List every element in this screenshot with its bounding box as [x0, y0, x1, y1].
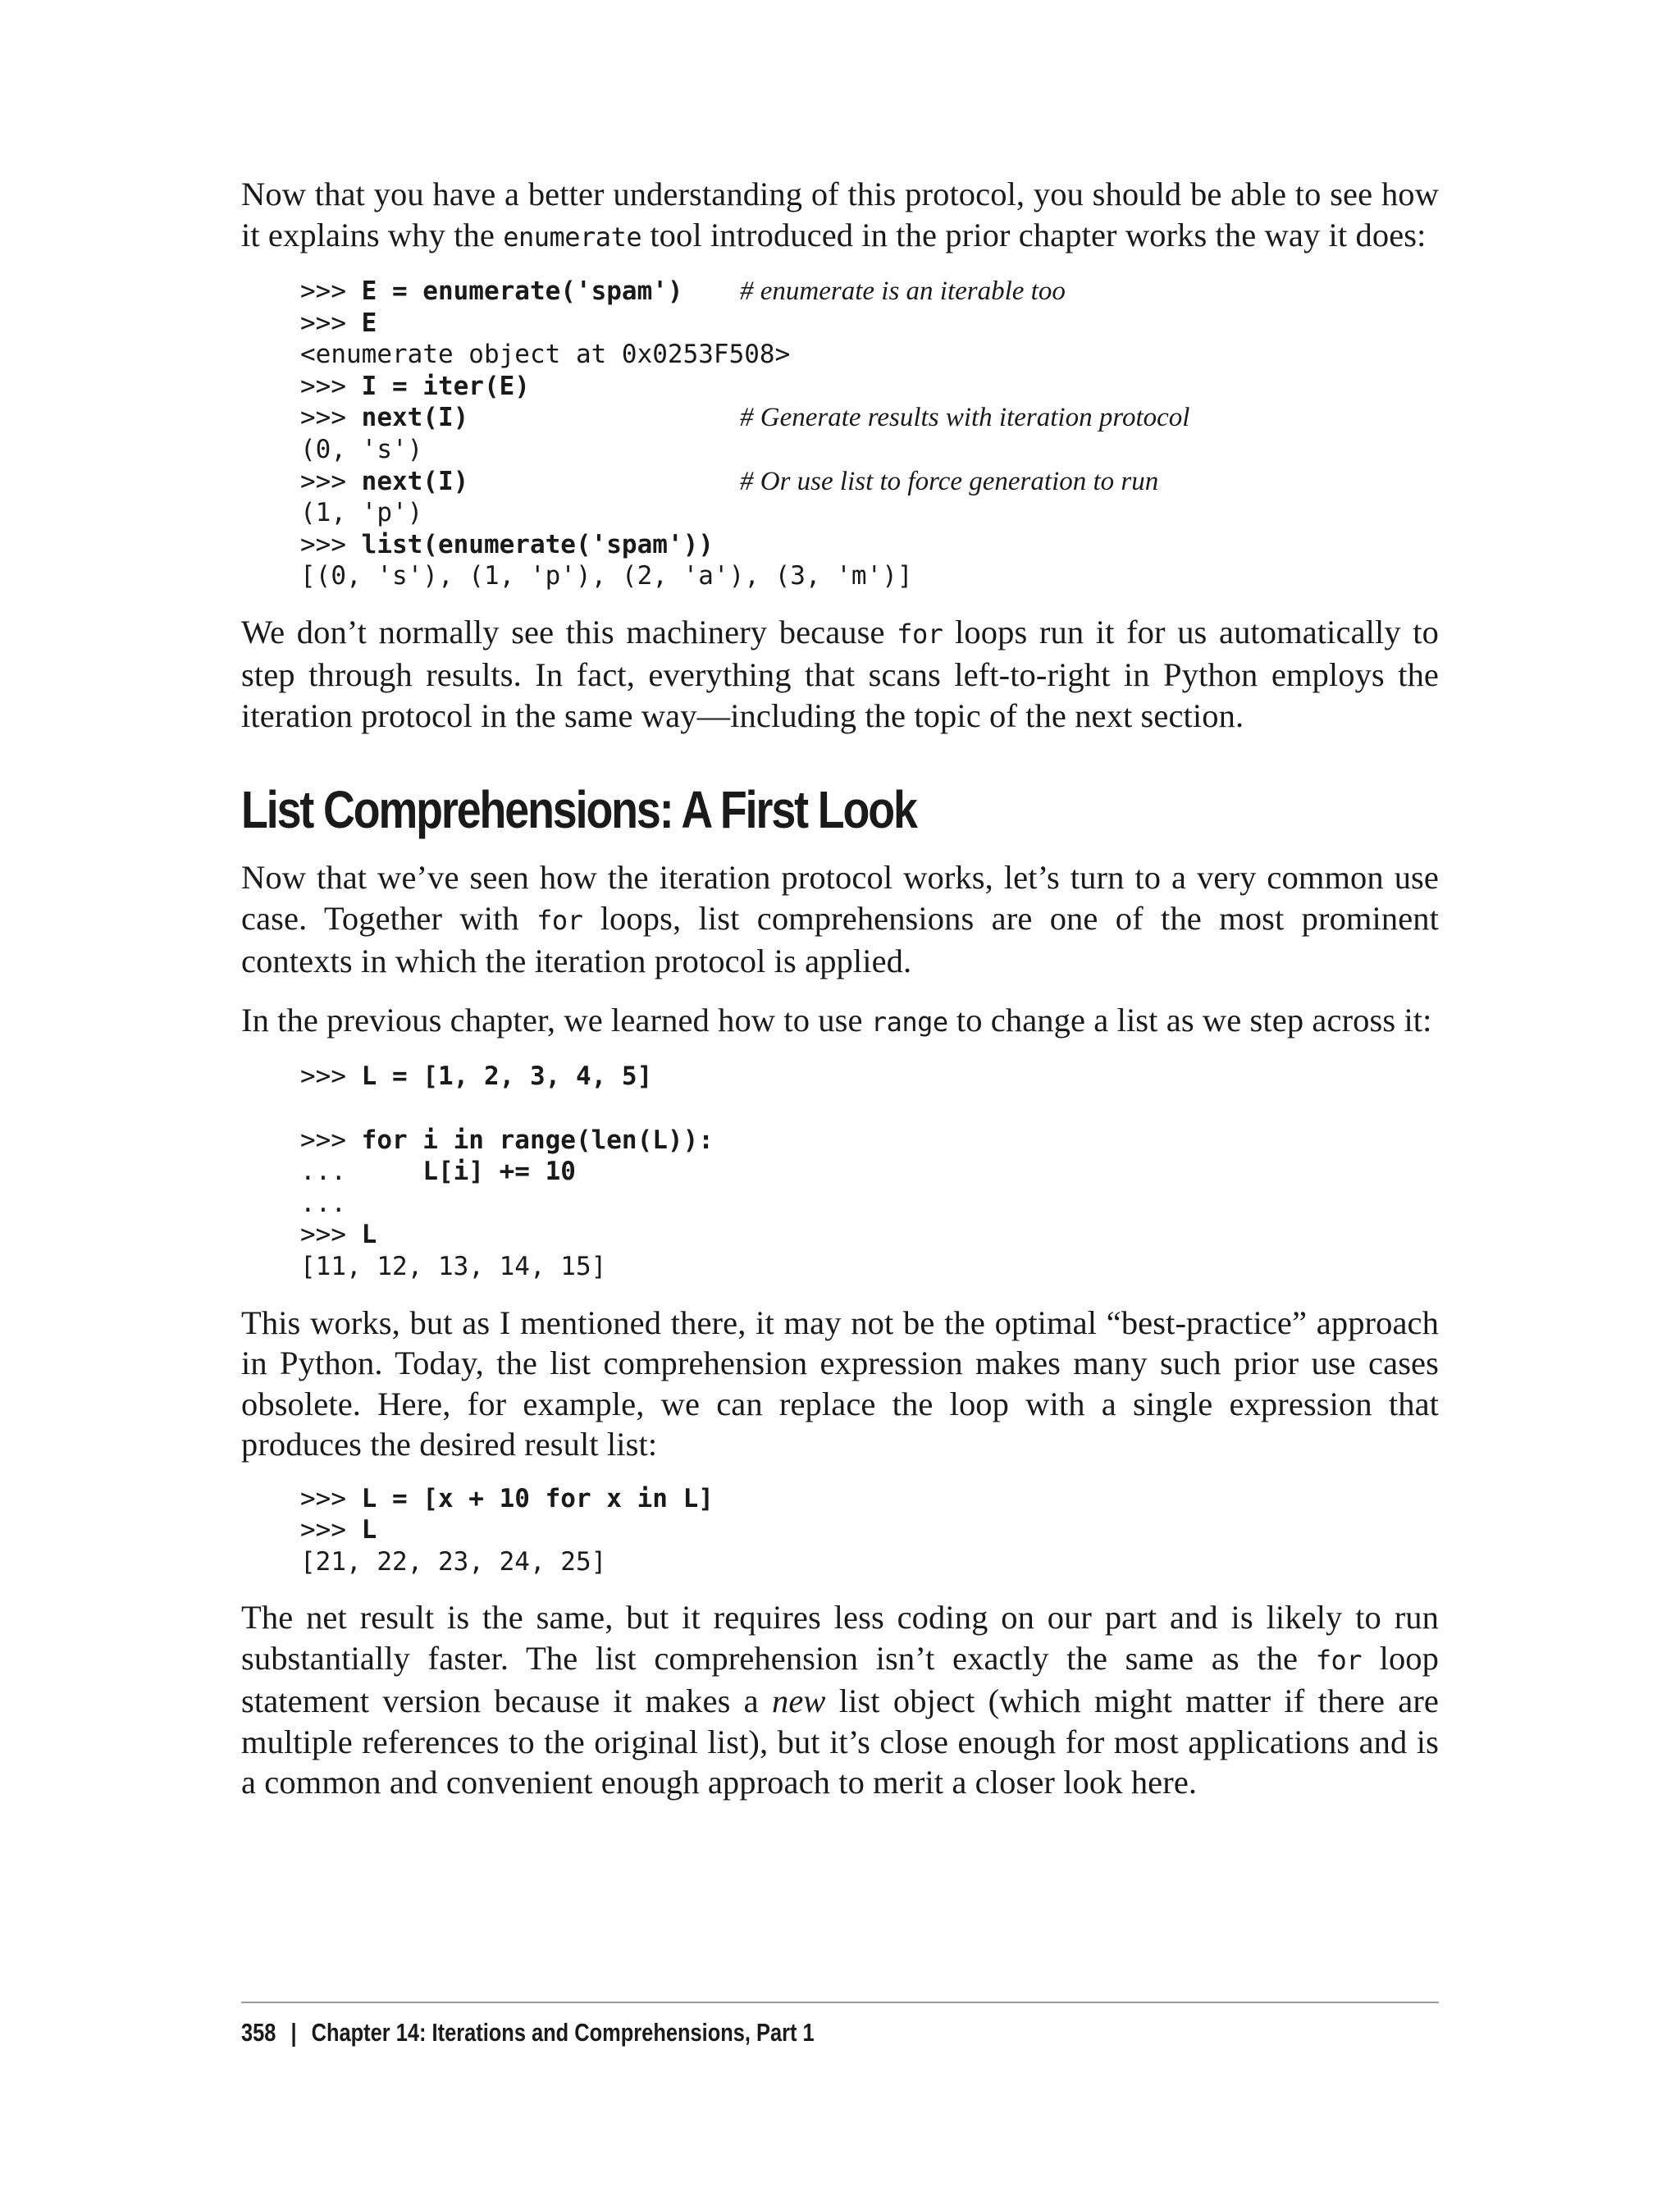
code-prompt: >>>: [300, 1220, 362, 1250]
paragraph-net-result: [241, 1597, 1439, 1803]
code-line: [300, 402, 1439, 434]
paragraph-text: Now that we’ve seen how the iteration protocol works, let’s turn to a very common use case. Together with: [241, 859, 1439, 937]
code-prompt: >>>: [300, 1125, 362, 1155]
code-line: [300, 1251, 1439, 1283]
paragraph-text: In the previous chapter, we learned how to use: [241, 1001, 871, 1039]
inline-code-range: range: [870, 1006, 948, 1038]
paragraph-text: loops, list comprehensions are one of the most prominent contexts in which the iteration protocol is applied.: [241, 899, 1439, 980]
code-prompt: >>>: [300, 1515, 362, 1545]
code-line: [300, 1219, 1439, 1251]
code-prompt: >>>: [300, 276, 362, 306]
paragraph-text: list object (which might matter if there are multiple references to the original list), but it’s close enough for most applications and is a common and convenient enough approach to merit a closer look here.: [241, 1682, 1439, 1801]
section-heading: List Comprehensions: A First Look: [241, 780, 916, 840]
paragraph-comprehension-intro: [241, 857, 1439, 982]
code-line: [300, 1061, 1439, 1093]
code-line: [300, 1483, 1439, 1515]
code-command: L: [361, 1220, 377, 1250]
code-prompt: >>>: [300, 466, 362, 496]
paragraph-best-practice: [241, 1303, 1439, 1465]
paragraph-text: The net result is the same, but it requires less coding on our part and is likely to run substantially faster. The list comprehension isn’t exactly the same as the: [241, 1599, 1439, 1677]
code-line: [300, 1514, 1439, 1546]
code-line: [300, 560, 1439, 592]
code-prompt: >>>: [300, 1483, 362, 1513]
page-footer: [241, 2016, 815, 2049]
code-block-range-loop: [300, 1061, 1439, 1282]
code-output: (0, 's'): [300, 434, 423, 464]
code-command: L = [1, 2, 3, 4, 5]: [361, 1061, 653, 1092]
code-block-enumerate: [300, 276, 1439, 592]
code-output: (1, 'p'): [300, 498, 423, 528]
footer-divider: [241, 2002, 1439, 2003]
code-command: I = iter(E): [361, 371, 530, 401]
code-command: next(I): [361, 403, 469, 433]
code-prompt: >>>: [300, 1061, 362, 1092]
code-prompt: >>>: [300, 371, 362, 401]
code-prompt: >>>: [300, 529, 362, 559]
code-command: next(I): [361, 466, 469, 496]
code-command: E = enumerate('spam'): [361, 276, 683, 306]
code-prompt: >>>: [300, 308, 362, 338]
code-command: for i in range(len(L)):: [361, 1125, 714, 1155]
inline-code-enumerate: enumerate: [503, 221, 642, 253]
code-output: [21, 22, 23, 24, 25]: [300, 1546, 607, 1577]
inline-code-for: for: [536, 904, 583, 936]
code-line: [300, 1125, 1439, 1157]
chapter-title: Chapter 14: Iterations and Comprehensions, Part 1: [311, 2018, 815, 2047]
paragraph-text: to change a list as we step across it:: [947, 1001, 1432, 1039]
code-command: L: [361, 1515, 377, 1545]
paragraph-text: loops run it for us automatically to step through results. In fact, everything that scans left-to-right in Python employs the iteration protocol in the same way—including the topic of the next section.: [241, 613, 1439, 734]
paragraph-text: Now that you have a better understanding of this protocol, you should be able to see how it explains why the: [241, 176, 1439, 253]
code-prompt: ...: [300, 1157, 423, 1187]
code-comment: # enumerate is an iterable too: [740, 276, 1066, 306]
code-command: L = [x + 10 for x in L]: [361, 1483, 714, 1513]
code-line: [300, 1188, 1439, 1220]
code-prompt: >>>: [300, 403, 362, 433]
code-comment: # Generate results with iteration protocol: [740, 403, 1190, 433]
code-line: [300, 276, 1439, 308]
code-output: [11, 12, 13, 14, 15]: [300, 1252, 607, 1281]
code-block-list-comprehension: [300, 1483, 1439, 1578]
paragraph-text: loop statement version because it makes a: [241, 1639, 1439, 1720]
page-number: 358: [241, 2018, 276, 2047]
code-line: [300, 434, 1439, 466]
code-prompt: ...: [300, 1188, 346, 1218]
code-line: [300, 497, 1439, 529]
code-comment: # Or use list to force generation to run: [740, 466, 1159, 496]
code-command: L[i] += 10: [422, 1157, 576, 1187]
emphasis-new: new: [771, 1682, 826, 1720]
code-line: [300, 1156, 1439, 1188]
paragraph-range: [241, 1000, 1439, 1043]
inline-code-for: for: [897, 618, 943, 650]
inline-code-for: for: [1315, 1644, 1362, 1676]
code-output: <enumerate object at 0x0253F508>: [300, 340, 791, 370]
code-line: [300, 529, 1439, 561]
code-line: [300, 1093, 1439, 1125]
paragraph-text: tool introduced in the prior chapter works the way it does:: [641, 216, 1427, 253]
paragraph-machinery: [241, 612, 1439, 737]
code-command: E: [361, 308, 377, 338]
footer-separator: |: [290, 2018, 297, 2047]
page-content: [241, 174, 1439, 1821]
code-output: [(0, 's'), (1, 'p'), (2, 'a'), (3, 'm')]: [300, 561, 913, 591]
code-line: [300, 466, 1439, 498]
code-line: [300, 371, 1439, 403]
paragraph-text: This works, but as I mentioned there, it may not be the optimal “best-practice” approach in Python. Today, the list comprehension expression makes many such prior use cases obsolete. Here, for example, we can replace the loop with a single expression that produces the desired result list:: [241, 1303, 1439, 1463]
code-command: list(enumerate('spam')): [361, 529, 714, 559]
code-line: [300, 308, 1439, 340]
code-line: [300, 339, 1439, 371]
paragraph-enumerate-intro: [241, 174, 1439, 258]
code-line: [300, 1546, 1439, 1578]
paragraph-text: We don’t normally see this machinery because: [241, 613, 897, 651]
